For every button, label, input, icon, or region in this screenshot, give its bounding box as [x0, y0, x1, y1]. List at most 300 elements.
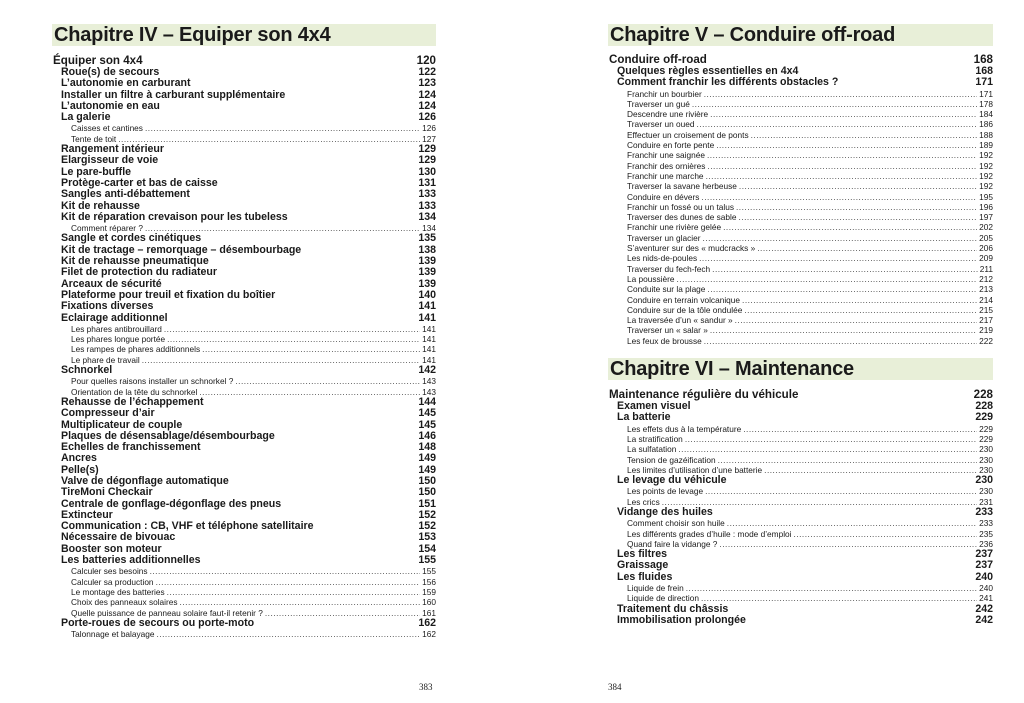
toc-entry: [608, 549, 993, 560]
toc-entry-page: 133: [418, 189, 436, 201]
toc-entry-title: Les nids-de-poules: [627, 253, 698, 264]
toc-entry: [608, 486, 993, 496]
dot-leader: [142, 355, 420, 365]
toc-entry: [608, 539, 993, 549]
section-heading: [52, 54, 436, 67]
dot-leader: [697, 119, 978, 129]
toc-entry-title: Descendre une rivière: [627, 109, 709, 120]
dot-leader: [662, 497, 977, 507]
toc-entry: [608, 572, 993, 583]
toc-entry-page: 146: [418, 430, 436, 442]
toc-entry-page: 141: [422, 334, 436, 345]
toc-entry-page: 233: [979, 518, 993, 529]
toc-entry-page: 144: [418, 396, 436, 408]
toc-entry-title: Échelles de franchissement: [61, 442, 201, 454]
toc-entry-page: 192: [979, 160, 993, 171]
dot-leader: [723, 222, 977, 232]
toc-entry-title: Les feux de brousse: [627, 335, 702, 346]
toc-entry: [52, 365, 436, 376]
toc-entry: [52, 324, 436, 334]
toc-entry: [608, 161, 993, 171]
toc-entry-title: Immobilisation prolongée: [617, 614, 746, 626]
toc-entry-title: Les limites d’utilisation d’une batterie: [627, 464, 763, 475]
section-title: Conduire off-road: [609, 53, 707, 66]
toc-entry-title: Franchir une marche: [627, 170, 704, 181]
toc-entry: [608, 192, 993, 202]
toc-entry-page: 205: [979, 232, 993, 243]
toc-entry: [52, 201, 436, 212]
toc-entry: [52, 90, 436, 101]
dot-leader: [794, 529, 978, 539]
toc-entry-page: 192: [979, 181, 993, 192]
dot-leader: [707, 150, 977, 160]
dot-leader: [692, 99, 977, 109]
toc-entry-title: Les batteries additionnelles: [61, 555, 201, 567]
toc-entry: [52, 376, 436, 386]
toc-entry-page: 154: [418, 543, 436, 555]
toc-entry-title: Traverser du fech-fech: [627, 263, 711, 274]
toc-entry: [608, 529, 993, 539]
toc-entry-title: Conduite sur la plage: [627, 284, 706, 295]
toc-entry: [608, 140, 993, 150]
toc-entry: [608, 560, 993, 571]
toc-entry-title: Communication : CB, VHF et téléphone satellitaire: [61, 521, 314, 533]
toc-entry-page: 202: [979, 222, 993, 233]
toc-entry-page: 241: [979, 593, 993, 604]
toc-entry-page: 192: [979, 170, 993, 181]
toc-entry-title: La stratification: [627, 433, 683, 444]
toc-entry: [608, 583, 993, 593]
dot-leader: [742, 295, 977, 305]
toc-entry-page: 149: [418, 453, 436, 465]
toc-entry-title: Franchir un fossé ou un talus: [627, 201, 734, 212]
section-page: 228: [973, 388, 993, 402]
toc-entry: [52, 178, 436, 189]
toc-entry-title: Vidange des huiles: [617, 506, 713, 518]
toc-entry-title: Sangles anti-débattement: [61, 189, 190, 201]
dot-leader: [199, 387, 420, 397]
toc-entry-title: Franchir une saignée: [627, 150, 705, 161]
toc-entry: [608, 465, 993, 475]
toc-entry-page: 126: [418, 112, 436, 124]
toc-entry-page: 139: [418, 278, 436, 290]
toc-entry-page: 141: [418, 312, 436, 324]
toc-entry-title: Porte-roues de secours ou porte-moto: [61, 617, 255, 629]
toc-entry-page: 134: [422, 223, 436, 234]
toc-entry-page: 124: [418, 100, 436, 112]
toc-entry-title: Sangle et cordes cinétiques: [61, 233, 202, 245]
toc-entry: [608, 274, 993, 284]
toc-entry-page: 240: [979, 583, 993, 594]
toc-entry: [52, 101, 436, 112]
toc-entry-page: 134: [418, 211, 436, 223]
dot-leader: [180, 597, 421, 607]
dot-leader: [743, 424, 977, 434]
toc-entry-page: 123: [418, 78, 436, 90]
toc-entry-page: 139: [418, 256, 436, 268]
toc-entry-page: 211: [979, 263, 993, 274]
toc-entry: [608, 424, 993, 434]
toc-entry-page: 189: [979, 140, 993, 151]
toc-entry-page: 209: [979, 253, 993, 264]
toc-entry: [52, 189, 436, 200]
dot-leader: [164, 324, 420, 334]
right-page: [608, 0, 993, 626]
toc-entry-page: 242: [975, 603, 993, 615]
toc-entry-page: 233: [975, 506, 993, 518]
toc-entry-title: Traitement du châssis: [617, 603, 729, 615]
toc-entry-title: Nécessaire de bivouac: [61, 532, 176, 544]
toc-entry-page: 228: [975, 401, 993, 413]
section-page: 120: [416, 54, 436, 67]
toc-entry-title: Schnorkel: [61, 365, 113, 377]
toc-entry-title: Caisses et cantines: [71, 123, 143, 134]
toc-entry-page: 140: [418, 289, 436, 301]
toc-entry-title: Franchir des ornières: [627, 160, 706, 171]
toc-entry-page: 143: [422, 386, 436, 397]
toc-entry-page: 242: [975, 614, 993, 626]
toc-entry-title: Extincteur: [61, 509, 113, 521]
dot-leader: [735, 315, 978, 325]
toc-entry-title: Les phares longue portée: [71, 334, 166, 345]
page-number: 384: [608, 682, 622, 692]
toc-entry-page: 135: [418, 233, 436, 245]
toc-entry-title: Graissage: [617, 560, 669, 572]
dot-leader: [118, 134, 420, 144]
toc-entry-title: Élargisseur de voie: [61, 155, 159, 167]
toc-entry-title: Les filtres: [617, 549, 668, 561]
toc-entry-title: Franchir une rivière gelée: [627, 222, 722, 233]
toc-entry: [52, 279, 436, 290]
toc-entry-title: Protège-carter et bas de caisse: [61, 177, 218, 189]
dot-leader: [701, 192, 977, 202]
dot-leader: [705, 486, 977, 496]
toc-entry-page: 237: [975, 560, 993, 572]
toc-entry-title: Choix des panneaux solaires: [71, 597, 178, 608]
toc-entry-page: 195: [979, 191, 993, 202]
toc-entry-title: Installer un filtre à carburant supplémentaire: [61, 89, 286, 101]
chapter-title: Chapitre V – Conduire off-road: [608, 24, 993, 46]
toc-entry-page: 161: [422, 607, 436, 618]
dot-leader: [167, 334, 420, 344]
toc-entry-page: 143: [422, 376, 436, 387]
toc-entry: [608, 264, 993, 274]
toc-entry-title: Orientation de la tête du schnorkel: [71, 386, 198, 397]
toc-entry-title: Rangement intérieur: [61, 144, 165, 156]
toc-entry-page: 129: [418, 144, 436, 156]
dot-leader: [685, 434, 977, 444]
toc-entry-page: 139: [418, 267, 436, 279]
dot-leader: [145, 223, 420, 233]
dot-leader: [202, 344, 420, 354]
toc-entry-title: Liquide de frein: [627, 583, 684, 594]
toc-entry-title: Calculer ses besoins: [71, 566, 148, 577]
toc-entry-page: 197: [979, 212, 993, 223]
toc-entry: [52, 442, 436, 453]
toc-entry-title: Roue(s) de secours: [61, 67, 160, 78]
toc-entry: [608, 202, 993, 212]
toc-entry: [52, 245, 436, 256]
toc-entry-title: Filet de protection du radiateur: [61, 267, 217, 279]
toc-entry: [608, 233, 993, 243]
toc-entry-title: Examen visuel: [617, 401, 691, 413]
dot-leader: [702, 233, 977, 243]
toc-entry-title: Kit de réparation crevaison pour les tubeless: [61, 211, 288, 223]
dot-leader: [744, 305, 977, 315]
toc-entry-page: 168: [975, 66, 993, 77]
toc-entry: [52, 290, 436, 301]
toc-entry: [52, 618, 436, 629]
toc-list: [608, 401, 993, 626]
toc-entry-page: 138: [418, 244, 436, 256]
toc-entry-title: La galerie: [61, 112, 111, 124]
toc-entry-title: TireMoni Checkair: [61, 487, 153, 499]
dot-leader: [704, 89, 977, 99]
toc-entry-title: Les différents grades d’huile : mode d’emploi: [627, 528, 792, 539]
toc-entry: [608, 171, 993, 181]
toc-entry: [52, 597, 436, 607]
toc-entry-title: Kit de rehausse: [61, 200, 140, 212]
toc-entry: [52, 431, 436, 442]
toc-entry-title: Quand faire la vidange ?: [627, 538, 718, 549]
toc-entry-page: 192: [979, 150, 993, 161]
toc-entry-page: 141: [418, 301, 436, 313]
toc-entry-page: 126: [422, 123, 436, 134]
toc-entry-page: 141: [422, 323, 436, 334]
toc-entry-title: Le phare de travail: [71, 354, 140, 365]
toc-entry-page: 124: [418, 89, 436, 101]
section-title: Maintenance régulière du véhicule: [609, 388, 799, 402]
toc-entry: [52, 78, 436, 89]
section-heading: [608, 53, 993, 66]
toc-entry-page: 171: [979, 88, 993, 99]
toc-entry: [608, 412, 993, 423]
toc-entry-page: 155: [422, 566, 436, 577]
toc-entry: [52, 134, 436, 144]
section-heading: [608, 388, 993, 401]
toc-entry: [52, 313, 436, 324]
toc-entry-page: 142: [418, 365, 436, 377]
toc-entry-page: 160: [422, 597, 436, 608]
toc-entry-title: Compresseur d’air: [61, 408, 155, 420]
toc-entry-title: Franchir un bourbier: [627, 88, 702, 99]
dot-leader: [727, 518, 977, 528]
toc-entry-title: Conduire en terrain volcanique: [627, 294, 741, 305]
toc-entry-title: Multiplicateur de couple: [61, 419, 183, 431]
dot-leader: [738, 212, 977, 222]
toc-entry-title: Éclairage additionnel: [61, 312, 168, 324]
toc-entry-title: Fixations diverses: [61, 301, 154, 313]
toc-entry: [608, 222, 993, 232]
toc-entry: [608, 593, 993, 603]
toc-entry: [52, 223, 436, 233]
toc-entry-page: 184: [979, 109, 993, 120]
toc-entry-page: 127: [422, 133, 436, 144]
toc-entry-title: Pour quelles raisons installer un schnorkel ?: [71, 376, 234, 387]
toc-entry: [52, 566, 436, 576]
toc-entry-title: Pelle(s): [61, 464, 99, 476]
toc-entry-title: Traverser la savane herbeuse: [627, 181, 737, 192]
toc-entry-page: 206: [979, 243, 993, 254]
dot-leader: [699, 253, 977, 263]
dot-leader: [712, 264, 978, 274]
toc-entry-title: Conduire sur de la tôle ondulée: [627, 304, 743, 315]
toc-entry: [608, 475, 993, 486]
toc-entry-page: 129: [418, 155, 436, 167]
toc-entry: [608, 119, 993, 129]
toc-entry-title: Traverser un oued: [627, 119, 695, 130]
toc-entry-page: 235: [979, 528, 993, 539]
toc-entry-page: 162: [422, 629, 436, 640]
toc-entry: [608, 109, 993, 119]
toc-entry-page: 171: [975, 77, 993, 89]
toc-entry-title: S’aventurer sur des « mudcracks »: [627, 243, 756, 254]
toc-entry-page: 131: [418, 177, 436, 189]
toc-entry: [52, 397, 436, 408]
toc-entry: [608, 305, 993, 315]
left-page: [52, 0, 436, 639]
toc-entry-page: 141: [422, 344, 436, 355]
toc-entry-title: L’autonomie en eau: [61, 100, 160, 112]
toc-entry: [52, 499, 436, 510]
page-number: 383: [419, 682, 433, 692]
dot-leader: [686, 583, 977, 593]
toc-entry-title: Conduire en dévers: [627, 191, 700, 202]
toc-entry-page: 156: [422, 576, 436, 587]
toc-entry-page: 133: [418, 200, 436, 212]
toc-entry: [52, 587, 436, 597]
section-title: Équiper son 4x4: [53, 54, 143, 67]
toc-entry: [52, 532, 436, 543]
toc-entry-page: 152: [418, 509, 436, 521]
toc-entry: [52, 629, 436, 639]
toc-entry-title: Quelle puissance de panneau solaire faut-il retenir ?: [71, 607, 263, 618]
toc-entry-title: Rehausse de l’échappement: [61, 396, 204, 408]
toc-entry-title: Effectuer un croisement de ponts: [627, 129, 749, 140]
toc-entry: [52, 510, 436, 521]
toc-entry-page: 230: [979, 486, 993, 497]
toc-entry-page: 215: [979, 304, 993, 315]
toc-entry-page: 186: [979, 119, 993, 130]
toc-entry: [608, 615, 993, 626]
toc-entry-page: 236: [979, 538, 993, 549]
toc-entry: [608, 455, 993, 465]
toc-entry-title: Quelques règles essentielles en 4x4: [617, 66, 799, 77]
chapter-title: Chapitre VI – Maintenance: [608, 358, 993, 380]
toc-entry-title: La poussière: [627, 273, 675, 284]
toc-entry: [608, 325, 993, 335]
toc-entry: [608, 181, 993, 191]
toc-entry: [52, 233, 436, 244]
toc-entry-title: Traverser un gué: [627, 98, 690, 109]
toc-entry: [608, 401, 993, 412]
toc-entry-title: Talonnage et balayage: [71, 629, 155, 640]
toc-entry: [52, 608, 436, 618]
toc-entry-page: 196: [979, 201, 993, 212]
toc-entry: [52, 408, 436, 419]
toc-entry-title: Liquide de direction: [627, 593, 699, 604]
toc-entry: [608, 336, 993, 346]
toc-entry-title: Conduire en forte pente: [627, 140, 715, 151]
toc-entry: [608, 284, 993, 294]
dot-leader: [718, 455, 978, 465]
dot-leader: [757, 243, 977, 253]
toc-entry: [52, 256, 436, 267]
toc-entry: [52, 544, 436, 555]
toc-entry: [52, 387, 436, 397]
toc-entry-page: 159: [422, 586, 436, 597]
toc-entry: [608, 604, 993, 615]
dot-leader: [764, 465, 977, 475]
toc-entry-page: 229: [975, 412, 993, 424]
toc-entry-title: Arceaux de sécurité: [61, 278, 162, 290]
toc-entry-page: 141: [422, 354, 436, 365]
toc-entry-title: Les crics: [627, 496, 660, 507]
toc-entry-page: 178: [979, 98, 993, 109]
toc-entry: [52, 123, 436, 133]
toc-entry-title: Plaques de désensablage/désembourbage: [61, 430, 275, 442]
dot-leader: [710, 109, 977, 119]
toc-entry-page: 150: [418, 475, 436, 487]
toc-entry: [52, 355, 436, 365]
toc-entry-page: 150: [418, 487, 436, 499]
toc-entry: [608, 150, 993, 160]
toc-entry: [52, 555, 436, 566]
dot-leader: [156, 577, 421, 587]
toc-entry-page: 162: [418, 617, 436, 629]
dot-leader: [150, 566, 421, 576]
toc-entry: [608, 434, 993, 444]
toc-entry-title: Comment réparer ?: [71, 223, 143, 234]
toc-entry-title: La traversée d’un « sandur »: [627, 315, 733, 326]
toc-entry-page: 149: [418, 464, 436, 476]
toc-entry: [608, 89, 993, 99]
toc-entry-page: 219: [979, 325, 993, 336]
toc-entry-page: 152: [418, 521, 436, 533]
dot-leader: [235, 376, 420, 386]
toc-entry-page: 145: [418, 419, 436, 431]
dot-leader: [751, 130, 978, 140]
toc-entry-title: Tente de toit: [71, 133, 117, 144]
toc-entry: [608, 518, 993, 528]
toc-entry-title: Les effets dus à la température: [627, 423, 742, 434]
toc-entry-title: Comment choisir son huile: [627, 518, 725, 529]
toc-entry-page: 230: [979, 454, 993, 465]
toc-entry-page: 153: [418, 532, 436, 544]
toc-entry: [608, 212, 993, 222]
toc-entry: [608, 253, 993, 263]
toc-entry-page: 217: [979, 315, 993, 326]
dot-leader: [678, 444, 977, 454]
toc-entry-page: 213: [979, 284, 993, 295]
toc-entry-page: 231: [979, 496, 993, 507]
toc-list: [52, 67, 436, 639]
toc-entry: [52, 267, 436, 278]
toc-entry-page: 148: [418, 442, 436, 454]
toc-entry: [52, 420, 436, 431]
dot-leader: [707, 161, 977, 171]
toc-entry: [608, 444, 993, 454]
dot-leader: [707, 284, 977, 294]
toc-entry-title: Traverser un glacier: [627, 232, 701, 243]
dot-leader: [716, 140, 977, 150]
dot-leader: [265, 608, 420, 618]
toc-entry: [52, 112, 436, 123]
toc-entry-page: 145: [418, 408, 436, 420]
toc-entry: [52, 487, 436, 498]
toc-entry-title: Kit de tractage – remorquage – désembourbage: [61, 244, 302, 256]
toc-entry-title: Comment franchir les différents obstacles ?: [617, 77, 839, 89]
